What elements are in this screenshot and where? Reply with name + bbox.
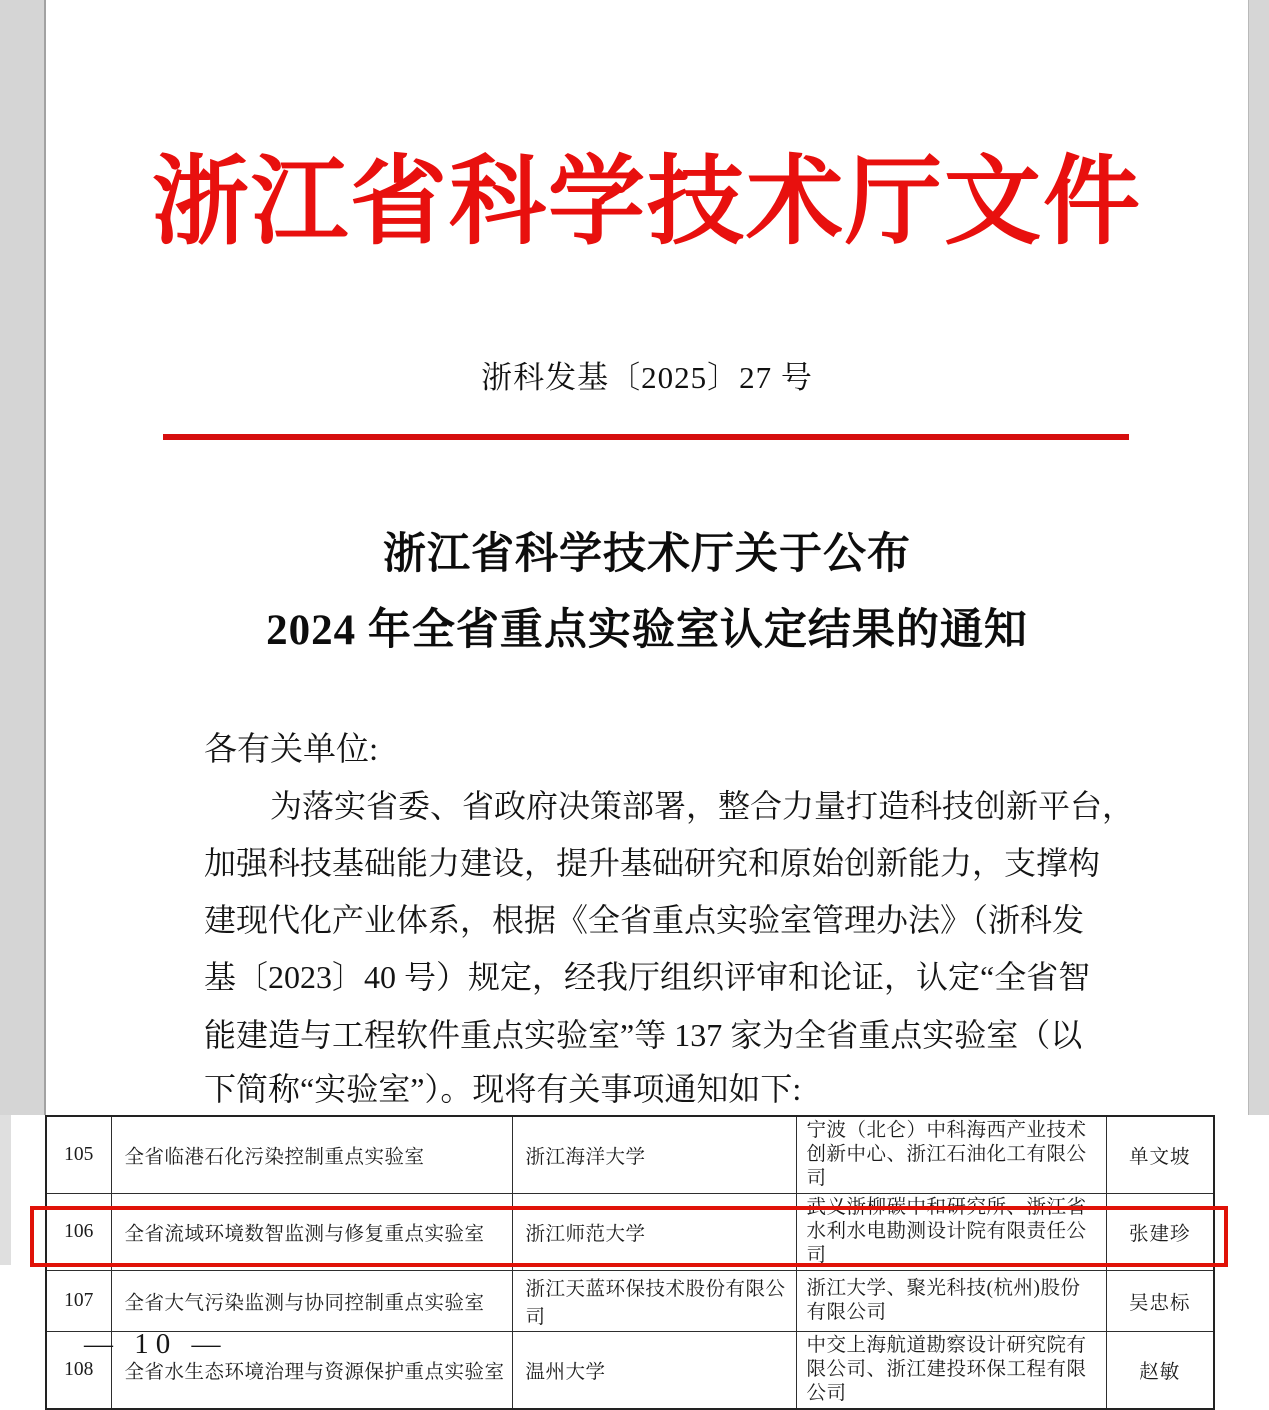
cell-lab-name: 全省水生态环境治理与资源保护重点实验室 — [111, 1332, 512, 1410]
scan-margin-bottom-left — [0, 1115, 11, 1265]
cell-number: 105 — [46, 1116, 111, 1194]
cell-institution: 温州大学 — [512, 1332, 796, 1410]
paragraph-line: 下简称“实验室”）。现将有关事项通知如下: — [204, 1071, 802, 1107]
page-number: — 10 — — [84, 1328, 228, 1360]
cell-institution: 浙江天蓝环保技术股份有限公司 — [512, 1271, 796, 1332]
cell-director: 吴忠标 — [1106, 1271, 1214, 1332]
notice-title-line1: 浙江省科学技术厅关于公布 — [383, 531, 911, 578]
salutation: 各有关单位: — [204, 732, 379, 768]
scan-margin-left — [0, 0, 46, 1115]
cell-director: 赵敏 — [1106, 1332, 1214, 1410]
doc-number: 浙科发基〔2025〕27 号 — [481, 360, 813, 395]
paragraph-line: 加强科技基础能力建设，提升基础研究和原始创新能力，支撑构 — [204, 845, 1101, 881]
cell-director: 单文坡 — [1106, 1116, 1214, 1194]
highlight-box-row-107 — [30, 1206, 1228, 1267]
paragraph-line: 基〔2023〕40 号）规定，经我厅组织评审和论证，认定“全省智 — [204, 959, 1091, 995]
paragraph-line: 能建造与工程软件重点实验室”等 137 家为全省重点实验室（以 — [204, 1017, 1083, 1053]
letterhead-rule — [163, 434, 1129, 440]
cell-institution: 浙江海洋大学 — [512, 1116, 796, 1194]
cell-partners: 浙江大学、聚光科技(杭州)股份有限公司 — [796, 1271, 1106, 1332]
table-row-highlighted — [46, 1271, 1214, 1332]
cell-number: 108 — [46, 1332, 111, 1410]
cell-institution: 浙江师范大学 — [512, 1194, 796, 1271]
cell-number: 107 — [46, 1271, 111, 1332]
cell-lab-name: 全省大气污染监测与协同控制重点实验室 — [111, 1271, 512, 1332]
cell-partners: 武义浙柳碳中和研究所、浙江省水利水电勘测设计院有限责任公司 — [796, 1194, 1106, 1271]
paragraph-line: 为落实省委、省政府决策部署，整合力量打造科技创新平台， — [270, 788, 1135, 824]
cell-director: 张建珍 — [1106, 1194, 1214, 1271]
cell-number: 106 — [46, 1194, 111, 1271]
cell-lab-name: 全省临港石化污染控制重点实验室 — [111, 1116, 512, 1194]
paragraph-line: 建现代化产业体系，根据《全省重点实验室管理办法》（浙科发 — [204, 902, 1085, 938]
cell-lab-name: 全省流域环境数智监测与修复重点实验室 — [111, 1194, 512, 1271]
table-row — [46, 1116, 1214, 1194]
cell-partners: 中交上海航道勘察设计研究院有限公司、浙江建投环保工程有限公司 — [796, 1332, 1106, 1410]
org-title: 浙江省科学技术厅文件 — [152, 149, 1142, 256]
scan-margin-right — [1248, 0, 1269, 1115]
cell-partners: 宁波（北仑）中科海西产业技术创新中心、浙江石油化工有限公司 — [796, 1116, 1106, 1194]
notice-title-line2: 2024 年全省重点实验室认定结果的通知 — [266, 607, 1028, 654]
